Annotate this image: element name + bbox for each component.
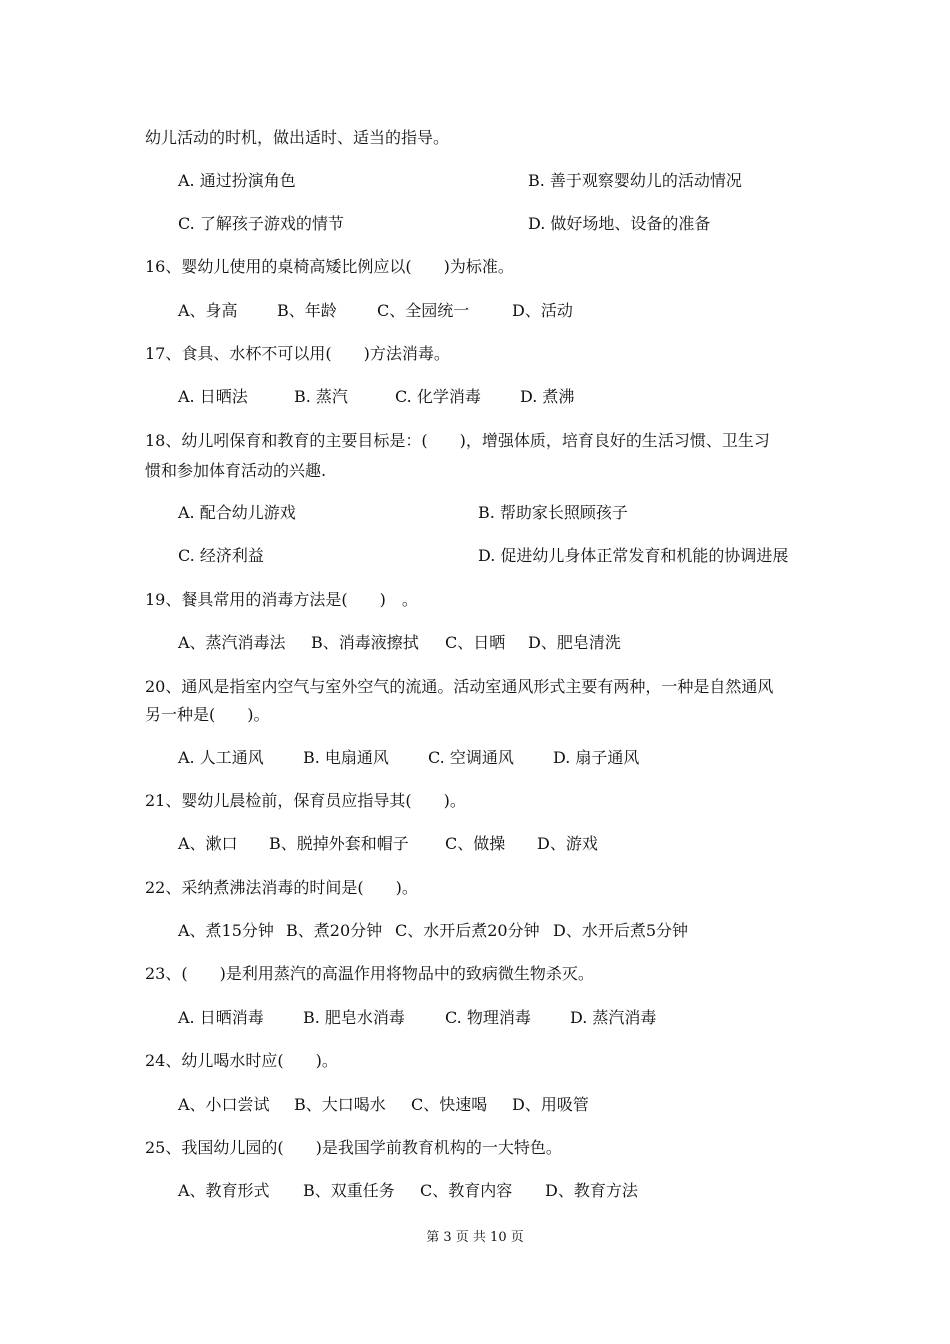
q20-option-b: B. 电扇通风 [303, 748, 389, 767]
q17-option-d: D. 煮沸 [520, 387, 575, 406]
q18-option-b: B. 帮助家长照顾孩子 [478, 503, 628, 522]
page-number-footer: 第 3 页 共 10 页 [426, 1230, 524, 1245]
question-17-stem: 17、食具、水杯不可以用( )方法消毒。 [145, 344, 450, 363]
q16-option-c: C、全园统一 [377, 301, 470, 320]
q25-option-a: A、教育形式 [178, 1181, 270, 1200]
q21-option-d: D、游戏 [537, 834, 598, 853]
q17-option-a: A. 日晒法 [178, 387, 248, 406]
q15-option-d: D. 做好场地、设备的准备 [528, 214, 711, 233]
q18-option-c: C. 经济利益 [178, 546, 264, 565]
q21-option-b: B、脱掉外套和帽子 [269, 834, 409, 853]
q15-option-b: B. 善于观察婴幼儿的活动情况 [528, 171, 742, 190]
q17-option-b: B. 蒸汽 [294, 387, 348, 406]
q24-option-c: C、快速喝 [411, 1095, 488, 1114]
q20-option-a: A. 人工通风 [178, 748, 264, 767]
q20-option-c: C. 空调通风 [428, 748, 514, 767]
question-18-stem-line2: 惯和参加体育活动的兴趣. [145, 461, 327, 480]
question-15-continuation: 幼儿活动的时机，做出适时、适当的指导。 [145, 128, 450, 147]
q18-option-d: D. 促进幼儿身体正常发育和机能的协调进展 [478, 546, 789, 565]
q22-option-c: C、水开后煮20分钟 [395, 921, 540, 940]
q24-option-d: D、用吸管 [512, 1095, 589, 1114]
q15-option-c: C. 了解孩子游戏的情节 [178, 214, 344, 233]
q16-option-d: D、活动 [512, 301, 573, 320]
q16-option-b: B、年龄 [277, 301, 337, 320]
q16-option-a: A、身高 [178, 301, 238, 320]
q19-option-d: D、肥皂清洗 [528, 633, 621, 652]
question-20-stem-line1: 20、通风是指室内空气与室外空气的流通。活动室通风形式主要有两种，一种是自然通风 [145, 677, 774, 696]
q19-option-b: B、消毒液擦拭 [311, 633, 419, 652]
q19-option-c: C、日晒 [445, 633, 506, 652]
q24-option-a: A、小口尝试 [178, 1095, 270, 1114]
question-20-stem-line2: 另一种是( )。 [145, 705, 270, 724]
question-24-stem: 24、幼儿喝水时应( )。 [145, 1051, 338, 1070]
q22-option-a: A、煮15分钟 [178, 921, 274, 940]
q22-option-d: D、水开后煮5分钟 [553, 921, 689, 940]
q25-option-c: C、教育内容 [420, 1181, 513, 1200]
q18-option-a: A. 配合幼儿游戏 [178, 503, 296, 522]
q23-option-a: A. 日晒消毒 [178, 1008, 264, 1027]
question-18-stem-line1: 18、幼儿吲保育和教育的主要目标是：( )，增强体质，培育良好的生活习惯、卫生习 [145, 431, 770, 450]
question-19-stem: 19、餐具常用的消毒方法是( ) 。 [145, 590, 418, 609]
q21-option-c: C、做操 [445, 834, 506, 853]
q21-option-a: A、漱口 [178, 834, 238, 853]
q25-option-b: B、双重任务 [303, 1181, 395, 1200]
question-22-stem: 22、采纳煮沸法消毒的时间是( )。 [145, 878, 418, 897]
question-16-stem: 16、婴幼儿使用的桌椅高矮比例应以( )为标准。 [145, 257, 514, 276]
q20-option-d: D. 扇子通风 [553, 748, 640, 767]
q17-option-c: C. 化学消毒 [395, 387, 481, 406]
q24-option-b: B、大口喝水 [294, 1095, 386, 1114]
q19-option-a: A、蒸汽消毒法 [178, 633, 286, 652]
q15-option-a: A. 通过扮演角色 [178, 171, 296, 190]
q23-option-d: D. 蒸汽消毒 [570, 1008, 657, 1027]
q22-option-b: B、煮20分钟 [286, 921, 383, 940]
question-21-stem: 21、婴幼儿晨检前，保育员应指导其( )。 [145, 791, 466, 810]
q23-option-b: B. 肥皂水消毒 [303, 1008, 405, 1027]
q25-option-d: D、教育方法 [545, 1181, 638, 1200]
question-25-stem: 25、我国幼儿园的( )是我国学前教育机构的一大特色。 [145, 1138, 562, 1157]
question-23-stem: 23、( )是利用蒸汽的高温作用将物品中的致病微生物杀灭。 [145, 964, 594, 983]
q23-option-c: C. 物理消毒 [445, 1008, 531, 1027]
